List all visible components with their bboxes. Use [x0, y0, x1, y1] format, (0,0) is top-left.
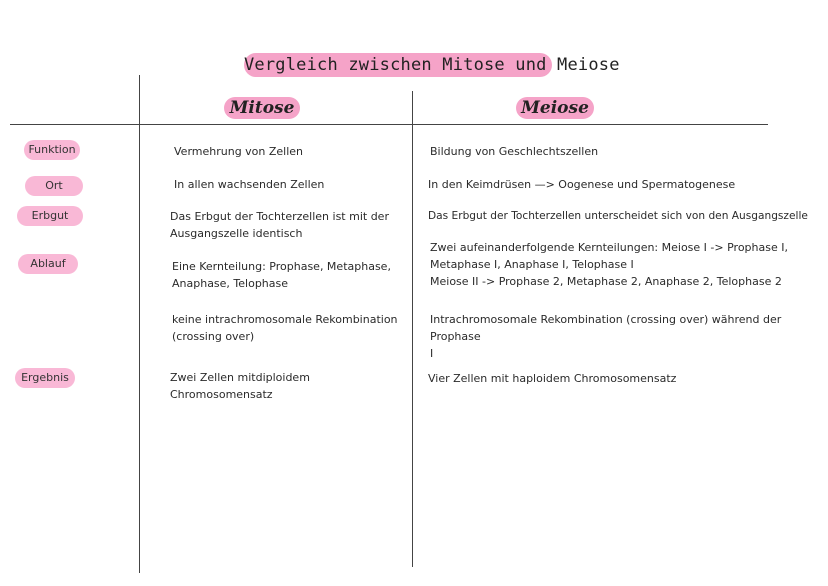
mitose-rekombination-text: keine intrachromosomale Rekombination (crossing over)	[172, 313, 398, 343]
mitose-ort-text: In allen wachsenden Zellen	[174, 178, 325, 191]
column-divider-middle	[412, 91, 413, 567]
header-divider	[10, 124, 768, 125]
row-label-ergebnis: Ergebnis	[15, 368, 75, 388]
mitose-ergebnis-text: Zwei Zellen mitdiploidem Chromosomensatz	[170, 371, 310, 401]
column-divider-left	[139, 75, 140, 573]
meiose-rekombination-text: Intrachromosomale Rekombination (crossing over) während der Prophase I	[430, 313, 782, 360]
row-label-funktion: Funktion	[24, 140, 80, 160]
column-header-meiose: Meiose	[516, 97, 594, 119]
meiose-funktion-text: Bildung von Geschlechtszellen	[430, 145, 599, 158]
column-header-mitose: Mitose	[224, 97, 300, 119]
page-title: Vergleich zwischen Mitose und Meiose	[244, 55, 620, 75]
row-label-ort: Ort	[25, 176, 83, 196]
meiose-ablauf-text: Zwei aufeinanderfolgende Kernteilungen: Meiose I -> Prophase I, Metaphase I, Anaphase I, Telophase I Meiose II -> Prophase 2, Metaphase 2, Anaphase 2, Telophase 2	[430, 241, 788, 288]
meiose-erbgut-text: Das Erbgut der Tochterzellen unterscheidet sich von den Ausgangszelle	[428, 210, 808, 222]
meiose-ort-text: In den Keimdrüsen —> Oogenese und Spermatogenese	[428, 178, 736, 191]
row-label-erbgut: Erbgut	[17, 206, 83, 226]
meiose-ergebnis-text: Vier Zellen mit haploidem Chromosomensatz	[428, 372, 677, 385]
mitose-funktion-text: Vermehrung von Zellen	[174, 145, 304, 158]
mitose-ablauf-text: Eine Kernteilung: Prophase, Metaphase, Anaphase, Telophase	[172, 260, 391, 290]
row-label-ablauf: Ablauf	[18, 254, 78, 274]
mitose-erbgut-text: Das Erbgut der Tochterzellen ist mit der Ausgangszelle identisch	[170, 210, 389, 240]
